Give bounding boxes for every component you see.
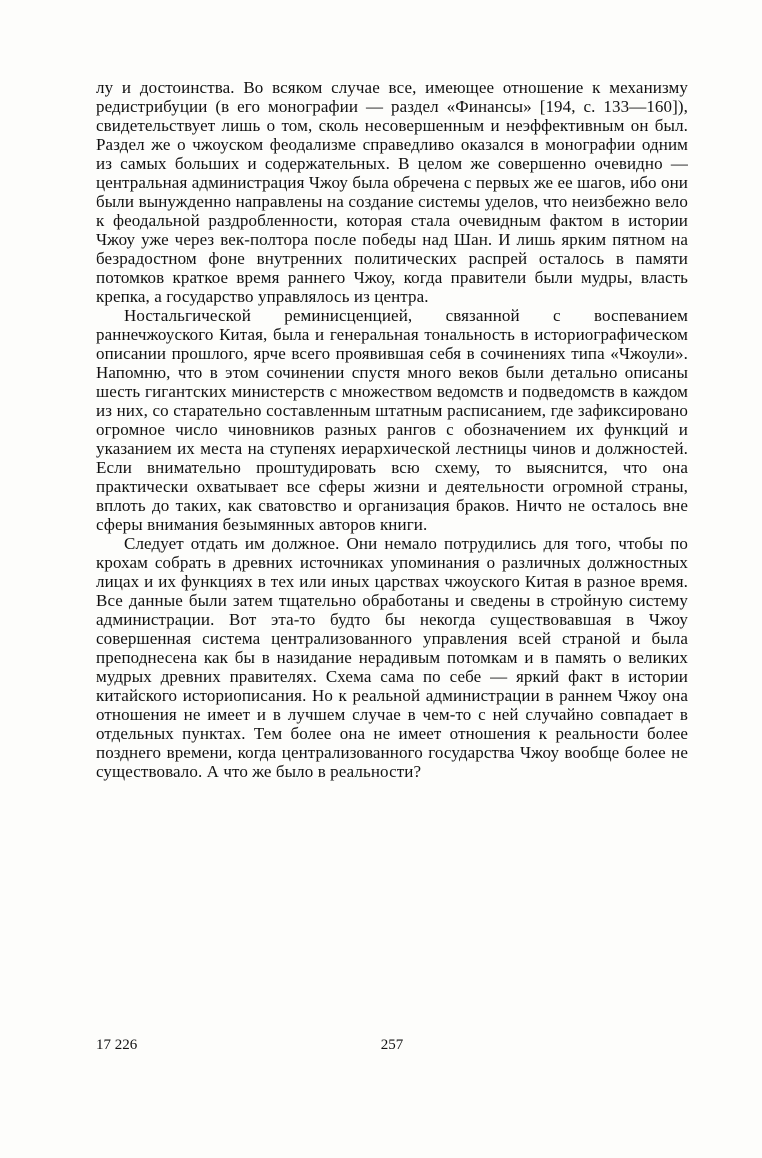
paragraph-2: Ностальгической реминисценцией, связанной с воспеванием раннечжоуского Китая, была и генеральная тональность в историографическом описании прошлого, ярче всего проявившая себя в сочинениях типа «Чжоули». Напомню, что в этом сочинении спустя много веков были детально описаны шесть гигантских министерств с множеством ведомств и подведомств в каждом из них, со старательно составленным штатным расписанием, где зафиксировано огромное число чиновников разных рангов с обозначением их функций и указанием их места на ступенях иерархической лестницы чинов и должностей. Если внимательно проштудировать всю схему, то выяснится, что она практически охватывает все сферы жизни и деятельности огромной страны, вплоть до таких, как сватовство и организация браков. Ничто не осталось вне сферы внимания безымянных авторов книги. (96, 306, 688, 534)
text-block (96, 78, 688, 781)
print-run-code: 17 226 (96, 1037, 138, 1053)
page-number: 257 (380, 1037, 404, 1053)
paragraph-3: Следует отдать им должное. Они немало потрудились для того, чтобы по крохам собрать в древних источниках упоминания о различных должностных лицах и их функциях в тех или иных царствах чжоуского Китая в разное время. Все данные были затем тщательно обработаны и сведены в стройную систему администрации. Вот эта-то будто бы некогда существовавшая в Чжоу совершенная система централизованного управления всей страной и была преподнесена как бы в назидание нерадивым потомкам и в память о великих мудрых древних правителях. Схема сама по себе — яркий факт в истории китайского историописания. Но к реальной администрации в раннем Чжоу она отношения не имеет и в лучшем случае в чем-то с ней случайно совпадает в отдельных пунктах. Тем более она не имеет отношения к реальности более позднего времени, когда централизованного государства Чжоу вообще более не существовало. А что же было в реальности? (96, 534, 688, 781)
page-footer (96, 1036, 688, 1054)
paragraph-1: лу и достоинства. Во всяком случае все, имеющее отношение к механизму редистрибуции (в его монографии — раздел «Финансы» [194, с. 133—160]), свидетельствует лишь о том, сколь несовершенным и неэффективным он был. Раздел же о чжоуском феодализме справедливо оказался в монографии одним из самых больших и содержательных. В целом же совершенно очевидно — центральная администрация Чжоу была обречена с первых же ее шагов, ибо они были вынужденно направлены на создание системы уделов, что неизбежно вело к феодальной раздробленности, которая стала очевидным фактом в истории Чжоу уже через век-полтора после победы над Шан. И лишь ярким пятном на безрадостном фоне внутренних политических распрей осталось в памяти потомков краткое время раннего Чжоу, когда правители были мудры, власть крепка, а государство управлялось из центра. (96, 78, 688, 306)
